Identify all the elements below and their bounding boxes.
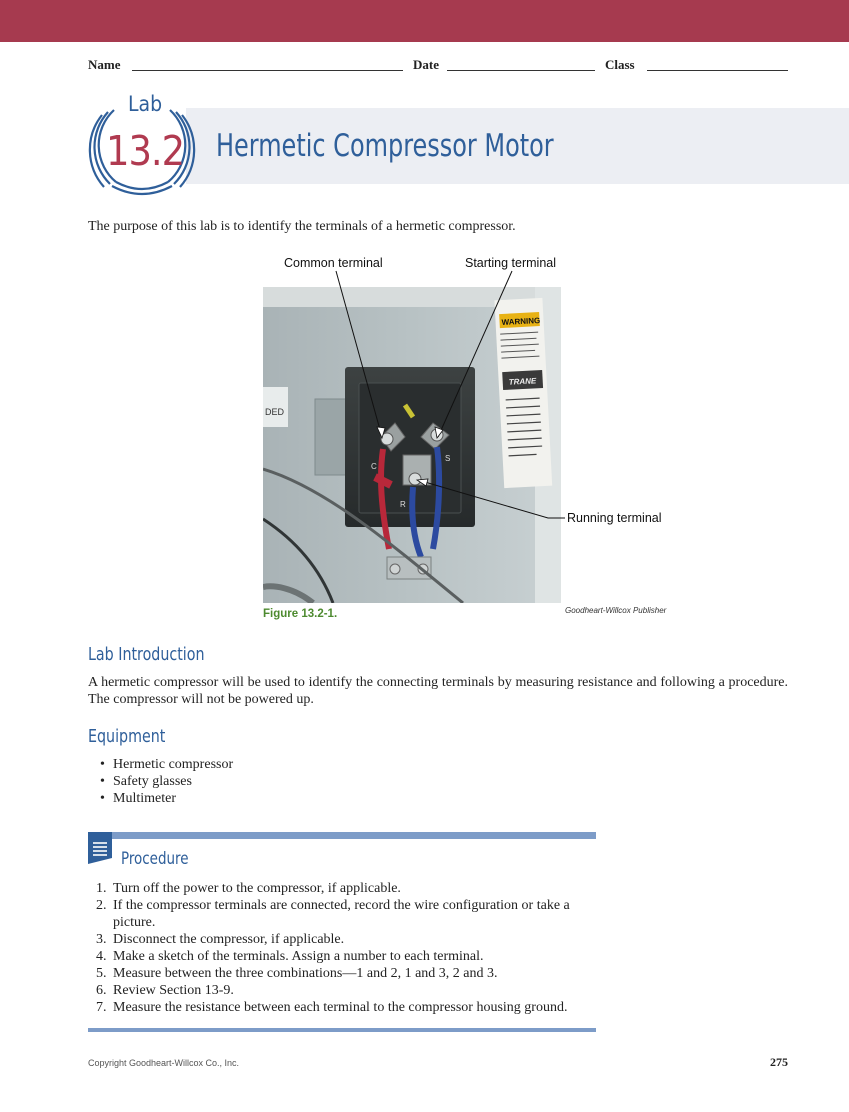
warning-label-text: WARNING xyxy=(501,316,541,328)
procedure-top-rule xyxy=(112,832,596,839)
class-blank xyxy=(647,70,788,71)
procedure-step xyxy=(96,948,596,965)
step-number: 6. xyxy=(96,983,107,998)
compressor-terminal-photo xyxy=(263,287,561,603)
step-text: Measure the resistance between each terminal to the compressor housing ground. xyxy=(113,1000,568,1015)
step-text: Disconnect the compressor, if applicable. xyxy=(113,932,345,947)
student-info-line xyxy=(88,57,788,73)
procedure-step xyxy=(96,880,596,897)
terminal-r-mark: R xyxy=(400,500,406,509)
name-label: Name xyxy=(88,57,121,72)
purpose-statement: The purpose of this lab is to identify the terminals of a hermetic compressor. xyxy=(88,219,516,234)
procedure-steps xyxy=(96,880,596,1016)
step-text: Turn off the power to the compressor, if applicable. xyxy=(113,881,401,896)
step-text: If the compressor terminals are connected, record the wire configuration or take a picture. xyxy=(113,898,570,930)
lab-label: Lab xyxy=(128,92,163,116)
name-blank xyxy=(132,70,403,71)
procedure-bottom-rule xyxy=(88,1028,596,1032)
page-title: Hermetic Compressor Motor xyxy=(216,128,554,164)
step-number: 7. xyxy=(96,1000,107,1015)
procedure-heading: Procedure xyxy=(121,849,189,869)
figure-credit: Goodheart-Willcox Publisher xyxy=(565,606,667,615)
page-number: 275 xyxy=(770,1055,788,1069)
side-sticker-text: DED xyxy=(265,407,285,417)
date-blank xyxy=(447,70,595,71)
brand-label-text: TRANE xyxy=(508,376,537,387)
terminal-s-mark: S xyxy=(445,454,451,463)
class-label: Class xyxy=(605,57,635,72)
figure-caption: Figure 13.2-1. xyxy=(263,608,338,620)
procedure-step xyxy=(96,982,596,999)
intro-heading: Lab Introduction xyxy=(88,644,205,665)
equipment-item: • Multimeter xyxy=(100,790,233,807)
procedure-step xyxy=(96,931,596,948)
step-text: Measure between the three combinations—1 and 2, 1 and 3, 2 and 3. xyxy=(113,966,498,981)
date-label: Date xyxy=(413,57,439,72)
equipment-heading: Equipment xyxy=(88,726,166,747)
equipment-list xyxy=(100,756,233,807)
procedure-step xyxy=(96,999,596,1016)
step-text: Make a sketch of the terminals. Assign a number to each terminal. xyxy=(113,949,484,964)
procedure-list-icon xyxy=(88,832,112,864)
step-number: 3. xyxy=(96,932,107,947)
step-number: 1. xyxy=(96,881,107,896)
starting-terminal-label: Starting terminal xyxy=(465,256,557,270)
terminal-c-mark: C xyxy=(371,462,377,471)
step-number: 5. xyxy=(96,966,107,981)
common-terminal-label: Common terminal xyxy=(284,256,383,270)
procedure-step xyxy=(96,965,596,982)
equipment-item: • Safety glasses xyxy=(100,773,233,790)
intro-text: A hermetic compressor will be used to identify the connecting terminals by measuring resistance and following a procedure. The compressor will not be powered up. xyxy=(88,675,788,707)
step-number: 2. xyxy=(96,898,107,913)
step-number: 4. xyxy=(96,949,107,964)
step-text: Review Section 13-9. xyxy=(113,983,234,998)
lab-number: 13.2 xyxy=(106,127,185,175)
equipment-item: • Hermetic compressor xyxy=(100,756,233,773)
running-terminal-label: Running terminal xyxy=(567,511,662,525)
top-color-bar xyxy=(0,0,849,42)
copyright-notice: Copyright Goodheart-Willcox Co., Inc. xyxy=(88,1058,240,1068)
procedure-step xyxy=(96,897,596,931)
